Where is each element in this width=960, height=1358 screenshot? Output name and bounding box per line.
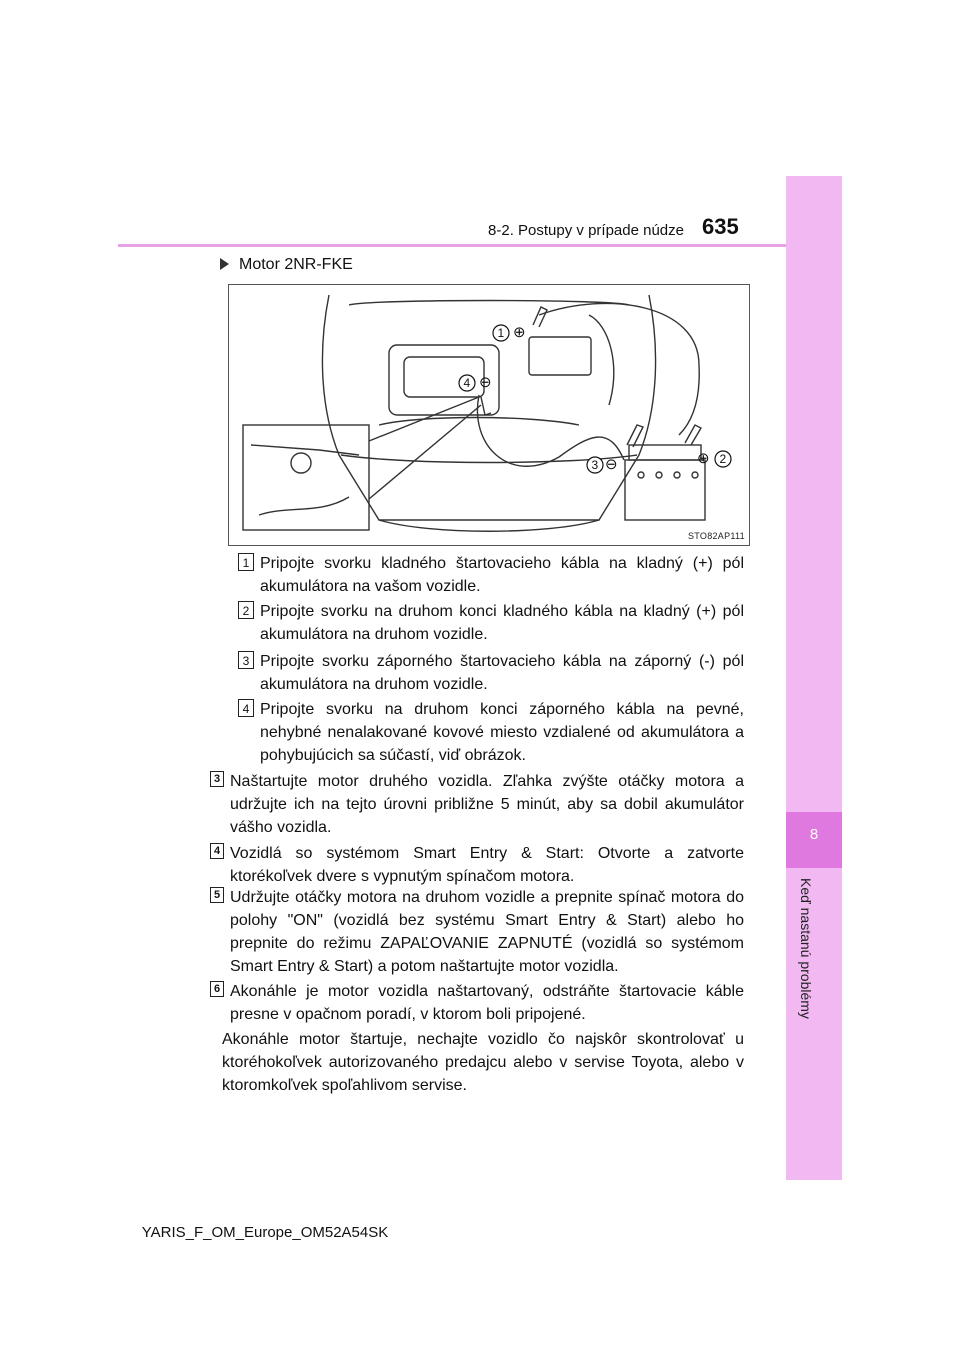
page-number: 635: [702, 214, 739, 239]
figure-code: STO82AP111: [687, 531, 745, 541]
step-text: Udržujte otáčky motora na druhom vozidle a prepnite spínač motora do polohy "ON" (vozidlá bez systému Smart Entry & Start) alebo ho prepnite do režimu ZAPAĽOVANIE ZAPNUTÉ (vozidlá so systémom Smart Entry & Start) a potom naštartujte motor vozidla.: [230, 889, 744, 975]
step-5: [213, 886, 744, 978]
closing-paragraph: Akonáhle motor štartuje, nechajte vozidlo čo najskôr skontrolovať u ktoréhokoľvek autorizovaného predajcu alebo v servise Toyota, alebo v ktoromkoľvek spoľahlivom servise.: [222, 1031, 744, 1094]
callout-3: 3: [591, 458, 599, 472]
callout-2: 2: [719, 452, 727, 466]
triangle-bullet-icon: [220, 258, 229, 270]
chapter-sidebar: [786, 176, 842, 812]
callout-4: 4: [463, 376, 471, 390]
step-text: Vozidlá so systémom Smart Entry & Start: Otvorte a zatvorte ktorékoľvek dvere s vypnutým spínačom motora.: [230, 845, 744, 885]
substep-text: Pripojte svorku kladného štartovacieho kábla na kladný (+) pól akumulátora na vašom vozidle.: [260, 555, 744, 595]
step-number: 5: [210, 887, 224, 903]
step-number: 4: [210, 843, 224, 859]
substep-number: 2: [238, 601, 254, 619]
svg-text:⊖: ⊖: [479, 374, 492, 391]
header-rule: [118, 244, 786, 247]
substep-text: Pripojte svorku na druhom konci záporného kábla na pevné, nehybné nenalakované kovové miesto vzdialené od akumulátora a pohybujúcich sa súčastí, viď obrázok.: [260, 701, 744, 764]
footer-doc-id: YARIS_F_OM_Europe_OM52A54SK: [141, 1224, 389, 1241]
step-3: [213, 770, 744, 839]
substep-1: [238, 552, 744, 598]
section-title: Motor 2NR-FKE: [239, 256, 353, 273]
step-4: [213, 842, 744, 888]
callout-1: 1: [497, 326, 505, 340]
substep-2: [238, 600, 744, 646]
substep-number: 1: [238, 553, 254, 571]
substep-number: 3: [238, 651, 254, 669]
chapter-number: 8: [809, 826, 819, 843]
jump-start-illustration: [228, 284, 750, 546]
step-text: Akonáhle je motor vozidla naštartovaný, odstráňte štartovacie káble presne v opačnom poradí, v ktorom boli pripojené.: [230, 983, 744, 1023]
substep-text: Pripojte svorku na druhom konci kladného kábla na kladný (+) pól akumulátora na druhom vozidle.: [260, 603, 744, 643]
step-number: 3: [210, 771, 224, 787]
substep-number: 4: [238, 699, 254, 717]
step-text: Naštartujte motor druhého vozidla. Zľahka zvýšte otáčky motora a udržujte ich na tejto úrovni približne 5 minút, aby sa dobil akumulátor vášho vozidla.: [230, 773, 744, 836]
svg-text:⊕: ⊕: [697, 450, 710, 467]
substep-4: [238, 698, 744, 767]
step-number: 6: [210, 981, 224, 997]
engine-bay-drawing: [229, 285, 749, 545]
chapter-sidebar-lower: [786, 868, 842, 1180]
section-header: 8-2. Postupy v prípade núdze: [488, 222, 684, 239]
substep-text: Pripojte svorku záporného štartovacieho kábla na záporný (-) pól akumulátora na druhom vozidle.: [260, 653, 744, 693]
section-heading: [220, 256, 353, 274]
svg-text:⊖: ⊖: [605, 456, 618, 473]
svg-text:⊕: ⊕: [513, 324, 526, 341]
substep-3: [238, 650, 744, 696]
step-6: [213, 980, 744, 1026]
chapter-title: Keď nastanú problémy: [798, 878, 814, 1019]
